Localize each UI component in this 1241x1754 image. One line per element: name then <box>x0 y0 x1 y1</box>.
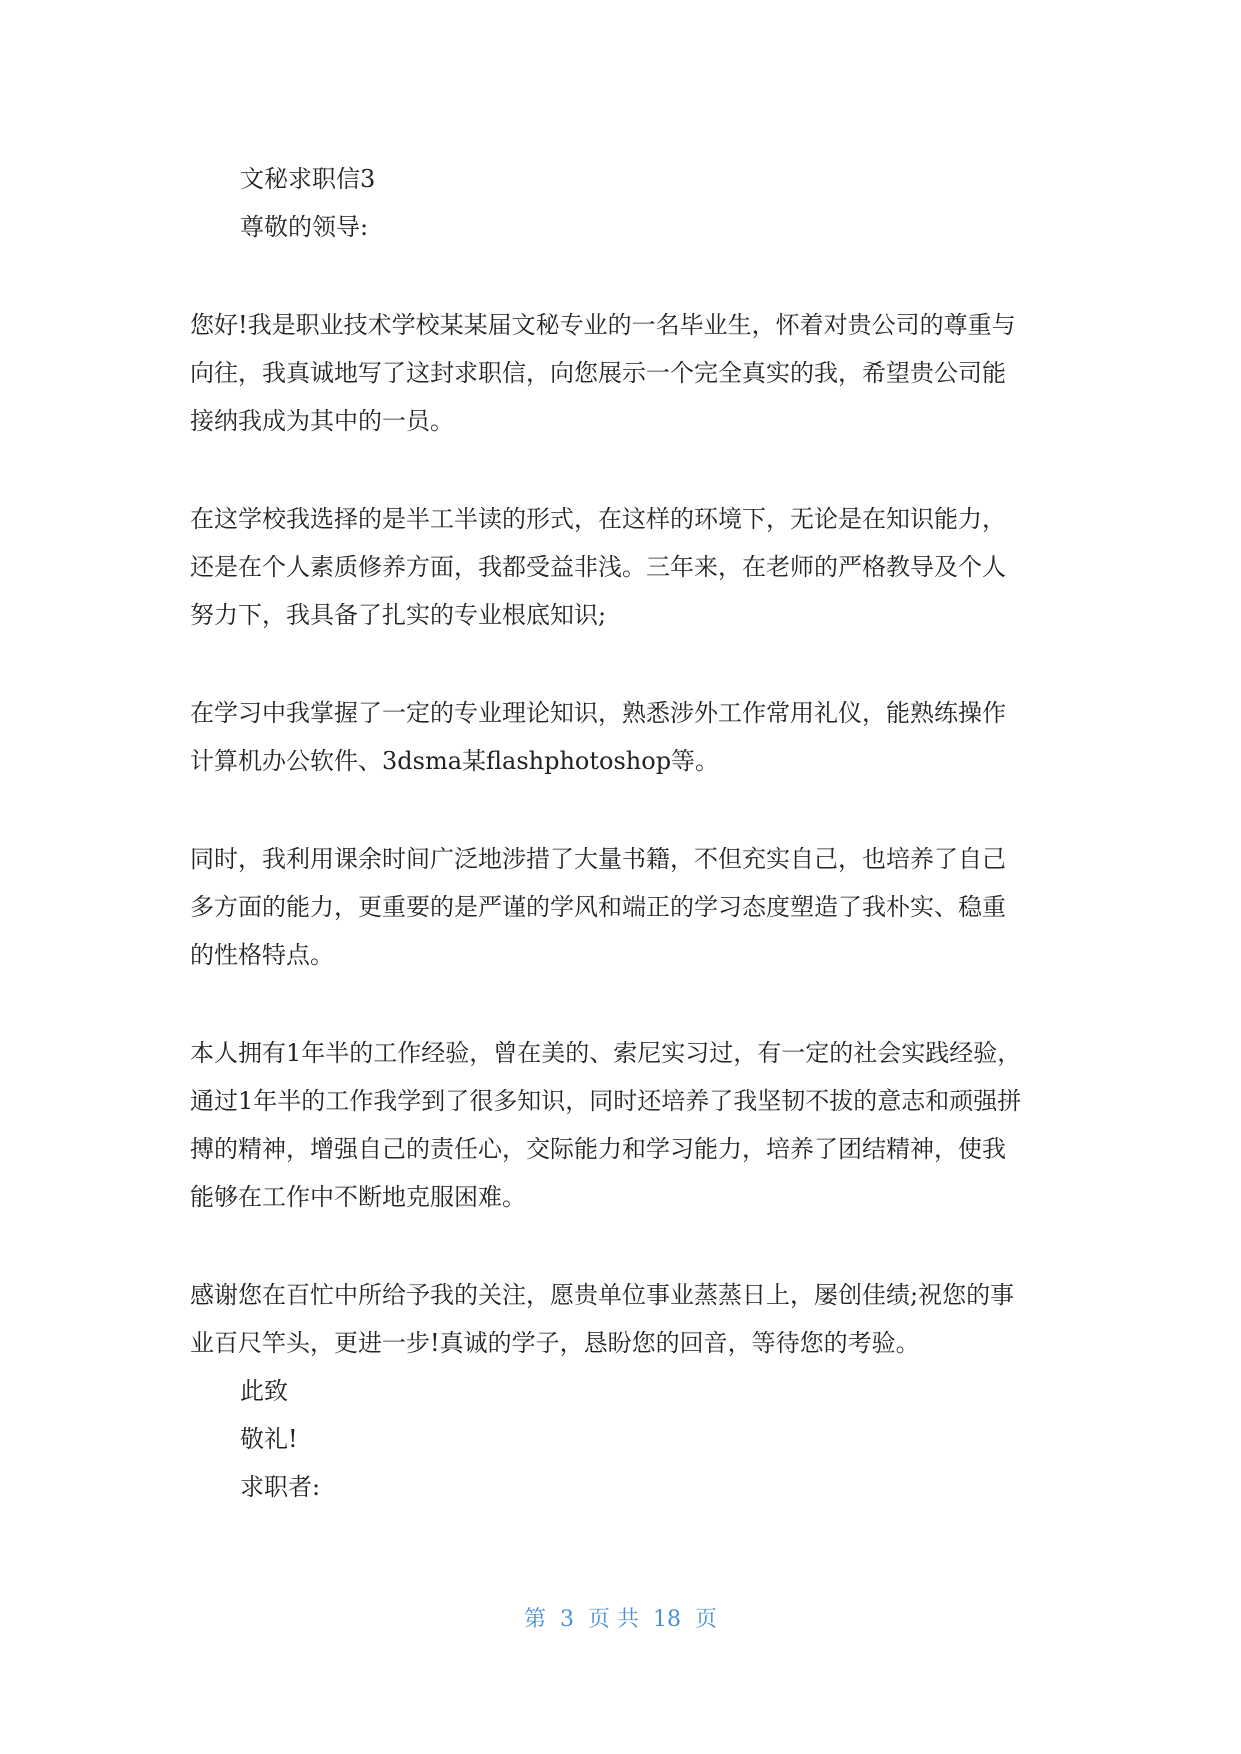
paragraph-line: 通过1年半的工作我学到了很多知识，同时还培养了我坚韧不拔的意志和顽强拼 <box>190 1087 1022 1115</box>
salutation: 尊敬的领导: <box>240 213 369 241</box>
paragraph-line: 向往，我真诚地写了这封求职信，向您展示一个完全真实的我，希望贵公司能 <box>190 359 1006 387</box>
paragraph-line: 感谢您在百忙中所给予我的关注，愿贵单位事业蒸蒸日上，屡创佳绩;祝您的事 <box>190 1281 1015 1309</box>
page-number-footer: 第 3 页 共 18 页 <box>524 1607 717 1632</box>
paragraph-line: 多方面的能力，更重要的是严谨的学风和端正的学习态度塑造了我朴实、稳重 <box>190 893 1006 921</box>
paragraph-line: 在学习中我掌握了一定的专业理论知识，熟悉涉外工作常用礼仪，能熟练操作 <box>190 699 1006 727</box>
paragraph-line: 业百尺竿头，更进一步!真诚的学子，恳盼您的回音，等待您的考验。 <box>190 1329 920 1357</box>
paragraph-line: 同时，我利用课余时间广泛地涉措了大量书籍，不但充实自己，也培养了自己 <box>190 845 1006 873</box>
paragraph-line: 的性格特点。 <box>190 941 334 969</box>
document-title: 文秘求职信3 <box>240 165 376 193</box>
signature-line: 求职者: <box>240 1473 321 1501</box>
paragraph-line: 您好!我是职业技术学校某某届文秘专业的一名毕业生，怀着对贵公司的尊重与 <box>190 311 1016 339</box>
paragraph-line: 计算机办公软件、3dsma某flashphotoshop等。 <box>190 747 720 775</box>
paragraph-line: 搏的精神，增强自己的责任心，交际能力和学习能力，培养了团结精神，使我 <box>190 1135 1006 1163</box>
paragraph-line: 努力下，我具备了扎实的专业根底知识; <box>190 601 607 629</box>
closing-line-1: 此致 <box>240 1377 288 1405</box>
paragraph-line: 还是在个人素质修养方面，我都受益非浅。三年来，在老师的严格教导及个人 <box>190 553 1006 581</box>
paragraph-line: 在这学校我选择的是半工半读的形式，在这样的环境下，无论是在知识能力， <box>190 505 1006 533</box>
paragraph-line: 接纳我成为其中的一员。 <box>190 407 454 435</box>
closing-line-2: 敬礼! <box>240 1425 298 1453</box>
paragraph-line: 能够在工作中不断地克服困难。 <box>190 1183 526 1211</box>
paragraph-line: 本人拥有1年半的工作经验，曾在美的、索尼实习过，有一定的社会实践经验， <box>190 1039 1022 1067</box>
